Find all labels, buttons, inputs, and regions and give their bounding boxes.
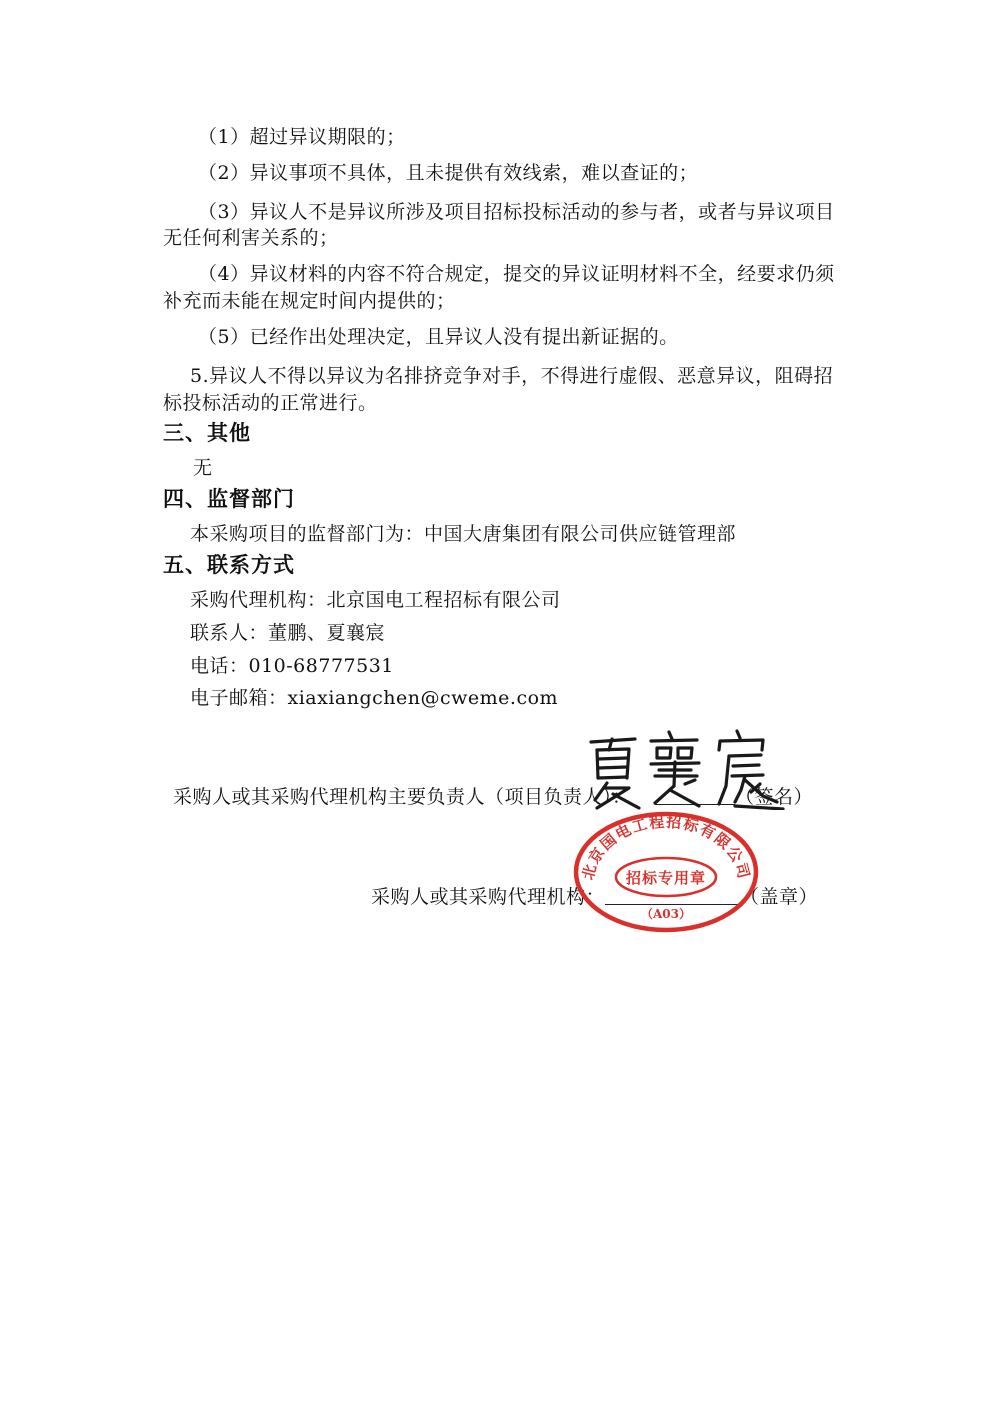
paragraph-5-line-1: 5.异议人不得以异议为名排挤竞争对手，不得进行虚假、恶意异议，阻碍招 [190, 365, 834, 387]
section-3-body: 无 [193, 457, 213, 479]
list-item-3-line-1: （3）异议人不是异议所涉及项目招标投标活动的参与者，或者与异议项目 [198, 201, 835, 223]
signature-suffix: （签名） [735, 786, 814, 808]
contact-phone: 电话：010-68777531 [190, 655, 394, 677]
contact-email: 电子邮箱：xiaxiangchen@cweme.com [190, 687, 559, 709]
seal-label: 采购人或其采购代理机构： [371, 886, 606, 908]
stamp-ring-text: 北京国电工程招标有限公司 [578, 812, 754, 882]
section-5-heading: 五、联系方式 [163, 553, 295, 577]
list-item-4-line-2: 补充而未能在规定时间内提供的； [163, 290, 456, 312]
official-stamp [571, 804, 761, 934]
section-4-heading: 四、监督部门 [163, 487, 295, 511]
signature-label: 采购人或其采购代理机构主要负责人（项目负责人）： [173, 786, 632, 808]
list-item-1: （1）超过异议期限的； [198, 126, 406, 148]
stamp-code: （A03） [640, 907, 692, 921]
list-item-3-line-2: 无任何利害关系的； [163, 227, 339, 249]
contact-agency: 采购代理机构：北京国电工程招标有限公司 [190, 589, 561, 611]
paragraph-5-line-2: 标投标活动的正常进行。 [163, 392, 378, 414]
stamp-center-text: 招标专用章 [625, 869, 707, 887]
section-4-body: 本采购项目的监督部门为：中国大唐集团有限公司供应链管理部 [190, 523, 737, 545]
list-item-4-line-1: （4）异议材料的内容不符合规定，提交的异议证明材料不全，经要求仍须 [198, 263, 835, 285]
handwritten-signature [585, 728, 790, 810]
list-item-2: （2）异议事项不具体，且未提供有效线索，难以查证的； [198, 162, 699, 184]
section-3-heading: 三、其他 [163, 421, 251, 445]
list-item-5: （5）已经作出处理决定，且异议人没有提出新证据的。 [198, 326, 679, 348]
seal-suffix: （盖章） [740, 886, 819, 908]
contact-person: 联系人：董鹏、夏襄宸 [190, 622, 386, 644]
